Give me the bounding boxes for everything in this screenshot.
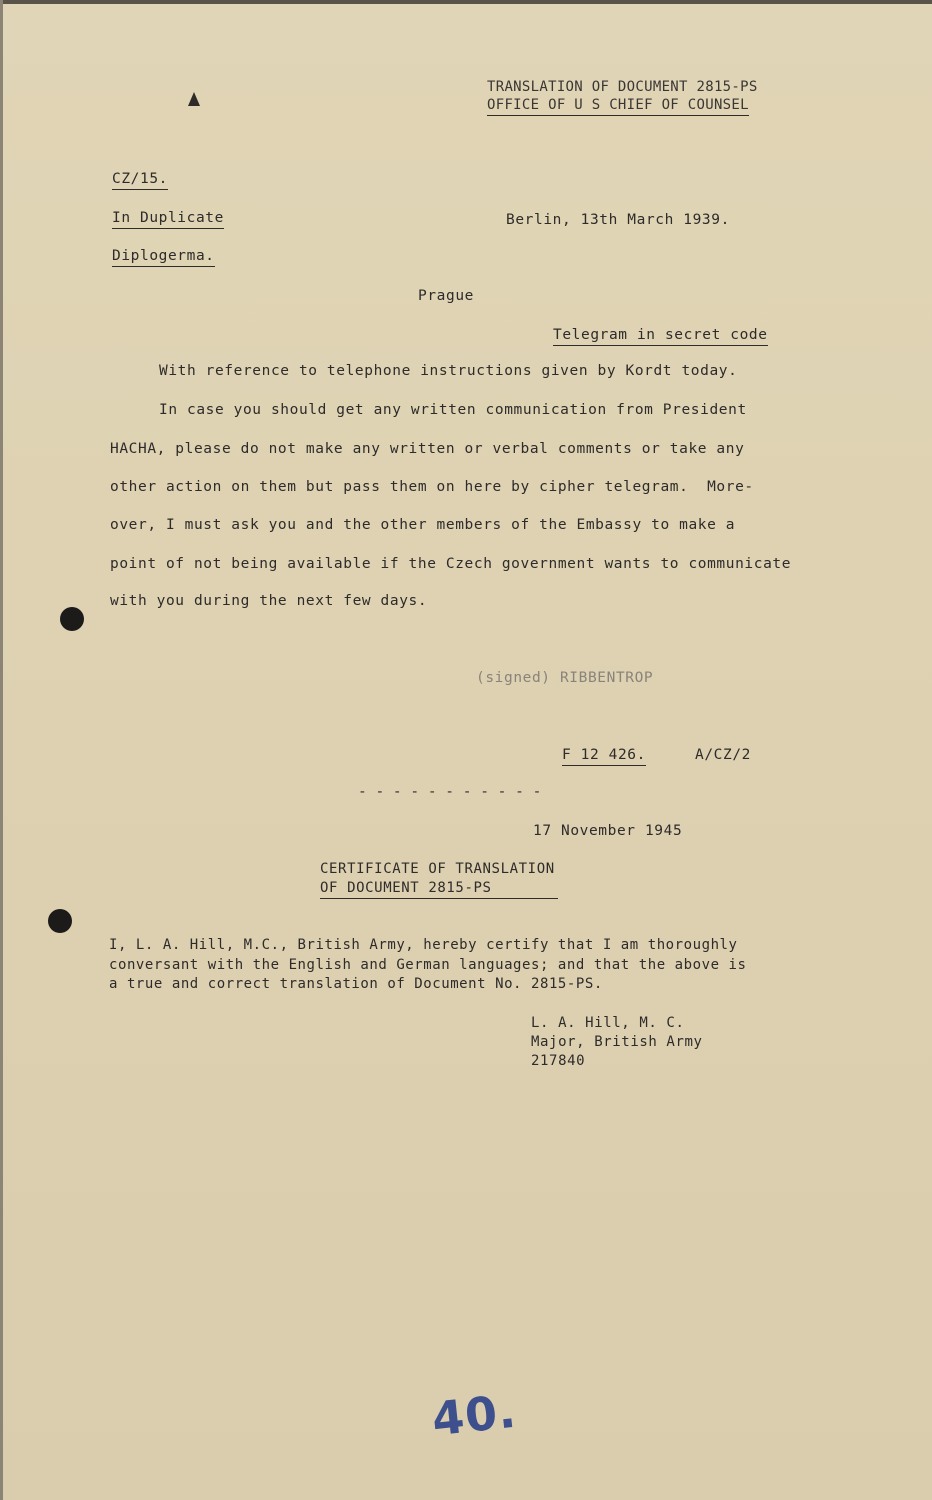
addressee-code: Diplogerma. xyxy=(112,247,215,267)
body-line-6: point of not being available if the Czech government wants to communicate xyxy=(110,556,792,572)
file-number: F 12 426. xyxy=(562,746,646,766)
place-date: Berlin, 13th March 1939. xyxy=(506,212,730,228)
signer-number: 217840 xyxy=(531,1053,586,1069)
certificate-date: 17 November 1945 xyxy=(533,823,683,839)
body-line-4: other action on them but pass them on here by cipher telegram. More- xyxy=(110,479,754,495)
destination: Prague xyxy=(418,288,474,304)
signature: (signed) RIBBENTROP xyxy=(476,670,654,686)
arrow-mark-icon xyxy=(188,92,200,106)
header-line-1: TRANSLATION OF DOCUMENT 2815-PS xyxy=(487,79,758,95)
certificate-title-line-1: CERTIFICATE OF TRANSLATION xyxy=(320,861,555,877)
signer-name: L. A. Hill, M. C. xyxy=(531,1015,685,1031)
body-line-1: With reference to telephone instructions given by Kordt today. xyxy=(159,363,738,379)
duplicate-note: In Duplicate xyxy=(112,209,224,229)
page-mark: 40. xyxy=(429,1383,520,1447)
signer-rank: Major, British Army xyxy=(531,1034,703,1050)
body-line-5: over, I must ask you and the other members of the Embassy to make a xyxy=(110,517,736,533)
certificate-title-line-2: OF DOCUMENT 2815-PS xyxy=(320,879,558,899)
reference-number: CZ/15. xyxy=(112,170,168,190)
telegram-type: Telegram in secret code xyxy=(553,326,768,346)
body-line-7: with you during the next few days. xyxy=(110,593,428,609)
punch-hole-icon xyxy=(48,909,72,933)
header-line-2: OFFICE OF U S CHIEF OF COUNSEL xyxy=(487,96,749,116)
certificate-text-line-1: I, L. A. Hill, M.C., British Army, hereby certify that I am thoroughly xyxy=(109,937,738,953)
certificate-text-line-2: conversant with the English and German languages; and that the above is xyxy=(109,957,747,973)
file-code: A/CZ/2 xyxy=(695,747,751,763)
certificate-text-line-3: a true and correct translation of Document No. 2815-PS. xyxy=(109,976,603,992)
body-line-3: HACHA, please do not make any written or verbal comments or take any xyxy=(110,441,745,457)
separator-line: - - - - - - - - - - - xyxy=(358,784,542,800)
body-line-2: In case you should get any written communication from President xyxy=(159,402,747,418)
punch-hole-icon xyxy=(60,607,84,631)
